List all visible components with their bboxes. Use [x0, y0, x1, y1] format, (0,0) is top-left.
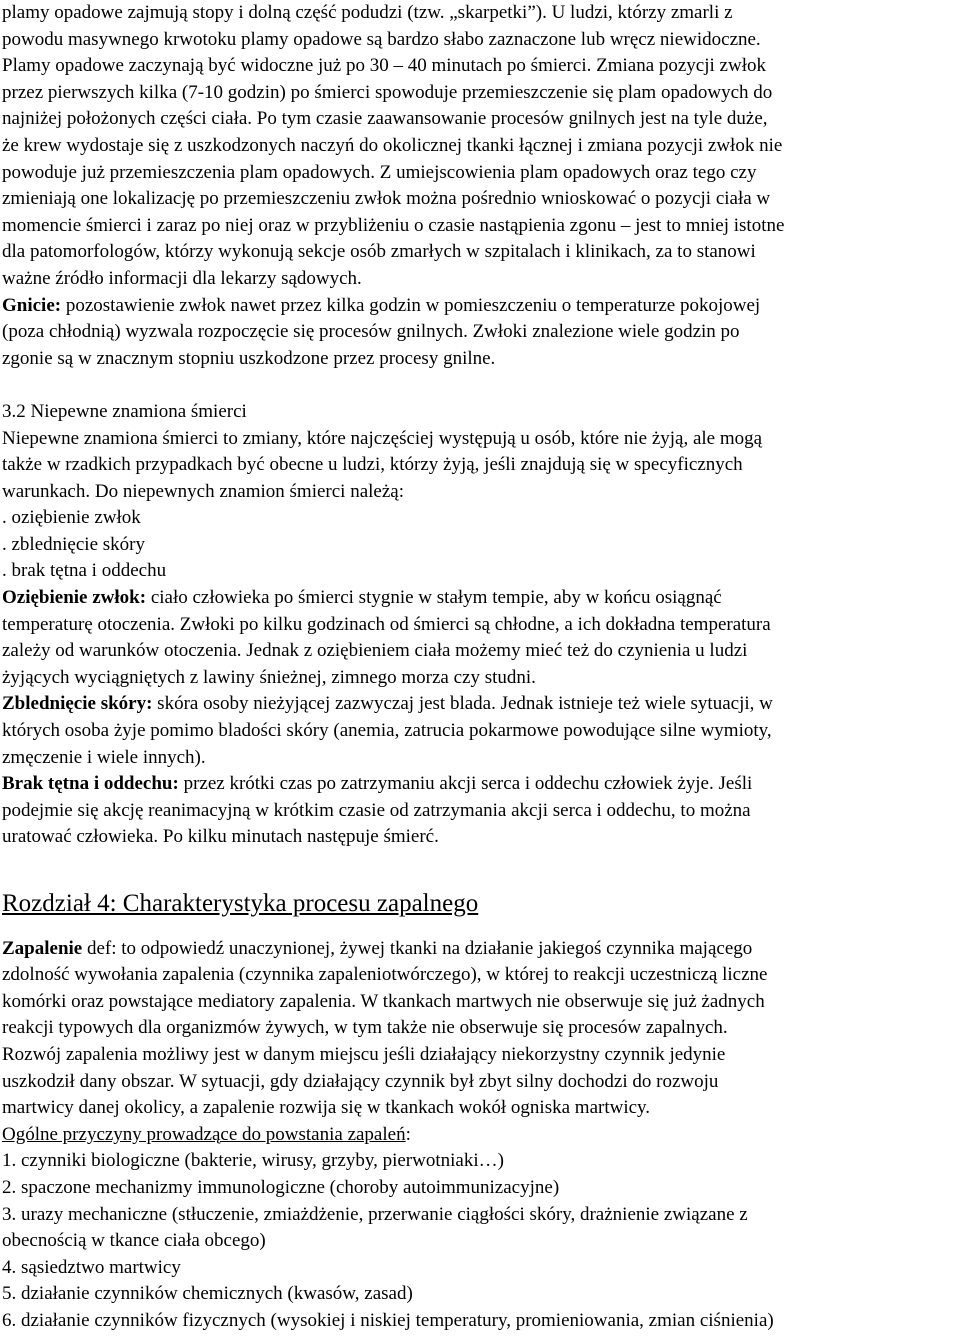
section-heading: 3.2 Niepewne znamiona śmierci [2, 400, 247, 422]
list-item: 2. spaczone mechanizmy immunologiczne (choroby autoimmunizacyjne) [2, 1176, 560, 1198]
text-line: Niepewne znamiona śmierci to zmiany, które najczęściej występują u osób, które nie żyją, ale mogą [2, 427, 763, 449]
spacer [2, 372, 958, 399]
text-span: skóra osoby nieżyjącej zazwyczaj jest blada. Jednak istnieje też wiele sytuacji, w [152, 693, 773, 715]
text-line: powoduje już przemieszczenia plam opadowych. Z umiejscowienia plam opadowych oraz tego czy [2, 161, 757, 183]
term-zblednięcie: Zblednięcie skóry: [2, 693, 153, 715]
causes-heading [2, 1122, 958, 1149]
causes-list [2, 1122, 958, 1335]
list-item: . zblednięcie skóry [2, 533, 145, 555]
text-line: Rozwój zapalenia możliwy jest w danym miejscu jeśli działający niekorzystny czynnik jedynie [2, 1043, 726, 1065]
text-line: zmęczenie i wiele innych). [2, 746, 206, 768]
text-line [2, 771, 958, 798]
text-line: temperaturę otoczenia. Zwłoki po kilku godzinach od śmierci są chłodne, a ich dokładna temperatura [2, 613, 771, 635]
spacer [2, 851, 958, 878]
chapter-heading: Rozdział 4: Charakterystyka procesu zapalnego [2, 889, 479, 917]
text-line: warunkach. Do niepewnych znamion śmierci należą: [2, 480, 405, 502]
text-line: których osoba żyje pomimo bladości skóry (anemia, zatrucia pokarmowe powodujące silne wymioty, [2, 720, 772, 742]
text-line: zgonie są w znacznym stopniu uszkodzone przez procesy gnilne. [2, 347, 496, 369]
list-item: obecnością w tkance ciała obcego) [2, 1230, 266, 1252]
term-gnicie: Gnicie: [2, 294, 62, 316]
text-span: def: to odpowiedź unaczynionej, żywej tkanki na działanie jakiegoś czynnika mającego [82, 937, 753, 959]
section-3-2 [2, 399, 958, 585]
text-line: także w rzadkich przypadkach być obecne u ludzi, którzy żyją, jeśli znajdują się w specyficznych [2, 454, 743, 476]
list-item: 1. czynniki biologiczne (bakterie, wirusy, grzyby, pierwotniaki…) [2, 1150, 504, 1172]
document-page [2, 0, 958, 1335]
text-line: zależy od warunków otoczenia. Jednak z oziębieniem ciała możemy mieć też do czynienia u ludzi [2, 640, 748, 662]
underlined-heading: Ogólne przyczyny prowadzące do powstania zapaleń [2, 1123, 406, 1145]
list-item: . oziębienie zwłok [2, 507, 141, 529]
list-item: 3. urazy mechaniczne (stłuczenie, zmiażdżenie, przerwanie ciągłości skóry, drażnienie związane z [2, 1203, 748, 1225]
text-line: ważne źródło informacji dla lekarzy sądowych. [2, 267, 362, 289]
text-line [2, 691, 958, 718]
paragraph-brak-tetna [2, 771, 958, 851]
paragraph-oziebienie [2, 585, 958, 691]
text-line: że krew wydostaje się z uszkodzonych naczyń do okolicznej tkanki łącznej i zmiana pozycji zwłok nie [2, 134, 783, 156]
text-line: reakcji typowych dla organizmów żywych, w tym także nie obserwuje się procesów zapalnych. [2, 1017, 728, 1039]
text-line: komórki oraz powstające mediatory zapalenia. W tkankach martwych nie obserwuje się już żadnych [2, 990, 765, 1012]
text-span: ciało człowieka po śmierci stygnie w stałym tempie, aby w końcu osiągnąć [146, 587, 722, 609]
text-line: uszkodził dany obszar. W sytuacji, gdy działający czynnik był zbyt silny dochodzi do rozwoju [2, 1070, 719, 1092]
term-oziebienie: Oziębienie zwłok: [2, 587, 147, 609]
paragraph-zapalenie [2, 936, 958, 1122]
paragraph-livor-mortis [2, 0, 958, 293]
text-line [2, 585, 958, 612]
text-line: zdolność wywołania zapalenia (czynnika zapaleniotwórczego), w której to reakcji uczestniczą liczne [2, 964, 768, 986]
text-line: plamy opadowe zajmują stopy i dolną część podudzi (tzw. „skarpetki”). U ludzi, którzy zmarli z [2, 2, 733, 23]
text-line: dla patomorfologów, którzy wykonują sekcje osób zmarłych w szpitalach i klinikach, za to stanowi [2, 241, 756, 263]
text-line [2, 293, 958, 320]
list-item: . brak tętna i oddechu [2, 560, 167, 582]
list-item: 5. działanie czynników chemicznych (kwasów, zasad) [2, 1283, 413, 1305]
list-item: 6. działanie czynników fizycznych (wysokiej i niskiej temperatury, promieniowania, zmian ciśnienia) [2, 1309, 774, 1331]
list-item: 4. sąsiedztwo martwicy [2, 1256, 181, 1278]
text-span: : [405, 1123, 411, 1145]
text-line: najniżej położonych części ciała. Po tym czasie zaawansowanie procesów gnilnych jest na tyle duże, [2, 108, 768, 130]
text-line [2, 936, 958, 963]
term-brak-tetna: Brak tętna i oddechu: [2, 773, 179, 795]
text-span: pozostawienie zwłok nawet przez kilka godzin w pomieszczeniu o temperaturze pokojowej [61, 294, 761, 316]
text-line: żyjących wyciągniętych z lawiny śnieżnej, zimnego morza czy studni. [2, 666, 536, 688]
text-line: momencie śmierci i zaraz po niej oraz w przybliżeniu o czasie nastąpienia zgonu – jest to mniej istotne [2, 214, 785, 236]
text-line: martwicy danej okolicy, a zapalenie rozwija się w tkankach wokół ogniska martwicy. [2, 1097, 651, 1119]
text-line: Plamy opadowe zaczynają być widoczne już po 30 – 40 minutach po śmierci. Zmiana pozycji zwłok [2, 55, 766, 77]
paragraph-gnicie [2, 293, 958, 373]
text-line: zmieniają one lokalizację po przemieszczeniu zwłok można pośrednio wnioskować o pozycji ciała w [2, 188, 771, 210]
paragraph-zblednięcie [2, 691, 958, 771]
term-zapalenie: Zapalenie [2, 937, 83, 959]
text-line: uratować człowieka. Po kilku minutach następuje śmierć. [2, 826, 439, 848]
text-line: powodu masywnego krwotoku plamy opadowe są bardzo słabo zaznaczone lub wręcz niewidoczne. [2, 28, 761, 50]
text-line: przez pierwszych kilka (7-10 godzin) po śmierci spowoduje przemieszczenie się plam opadowych do [2, 81, 773, 103]
text-line: podejmie się akcję reanimacyjną w krótkim czasie od zatrzymania akcji serca i oddechu, to można [2, 799, 751, 821]
text-line: (poza chłodnią) wyzwala rozpoczęcie się procesów gnilnych. Zwłoki znalezione wiele godzin po [2, 321, 740, 343]
text-span: przez krótki czas po zatrzymaniu akcji serca i oddechu człowiek żyje. Jeśli [178, 773, 753, 795]
